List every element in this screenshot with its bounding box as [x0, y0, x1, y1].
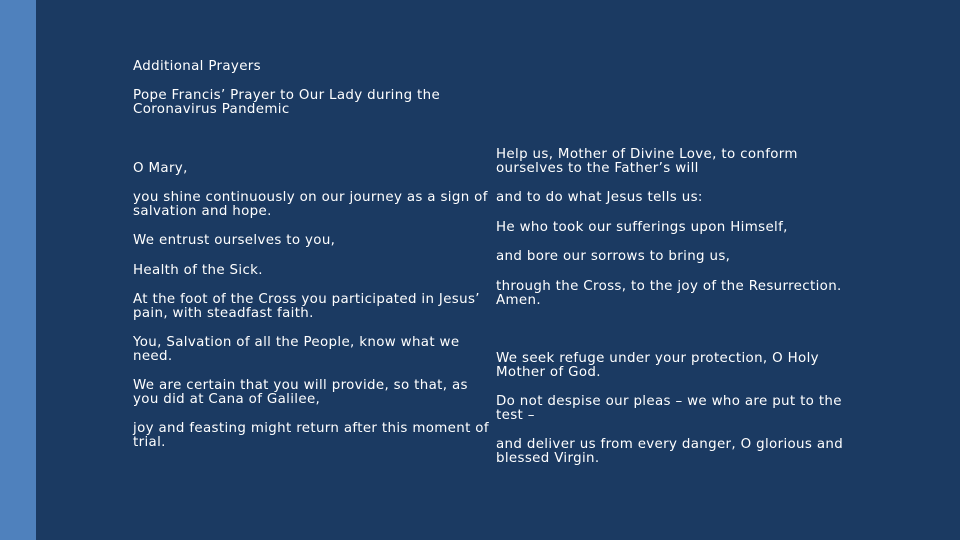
right-line-2: and to do what Jesus tells us: — [496, 190, 703, 205]
right-line-4: and bore our sorrows to bring us, — [496, 249, 731, 264]
left-line-4: Health of the Sick. — [133, 263, 263, 278]
right-line-8: and deliver us from every danger, O glorious and blessed Virgin. — [496, 437, 844, 466]
right-line-3: He who took our sufferings upon Himself, — [496, 220, 788, 235]
right-line-5: through the Cross, to the joy of the Resurrection. Amen. — [496, 279, 842, 308]
left-line-6: You, Salvation of all the People, know what we need. — [133, 335, 460, 364]
right-line-1: Help us, Mother of Divine Love, to conform ourselves to the Father’s will — [496, 147, 798, 176]
slide — [36, 0, 960, 540]
right-line-7: Do not despise our pleas – we who are put to the test – — [496, 394, 842, 423]
accent-bar — [0, 0, 36, 540]
left-line-1: O Mary, — [133, 161, 188, 176]
left-line-2: you shine continuously on our journey as a sign of salvation and hope. — [133, 190, 488, 219]
slide-heading: Additional Prayers — [133, 59, 261, 74]
left-line-7: We are certain that you will provide, so that, as you did at Cana of Galilee, — [133, 378, 468, 407]
left-line-8: joy and feasting might return after this moment of trial. — [133, 421, 489, 450]
prayer-title: Pope Francis’ Prayer to Our Lady during the Coronavirus Pandemic — [133, 88, 441, 117]
left-line-5: At the foot of the Cross you participated in Jesus’ pain, with steadfast faith. — [133, 292, 480, 321]
left-line-3: We entrust ourselves to you, — [133, 233, 336, 248]
right-line-6: We seek refuge under your protection, O Holy Mother of God. — [496, 351, 819, 380]
